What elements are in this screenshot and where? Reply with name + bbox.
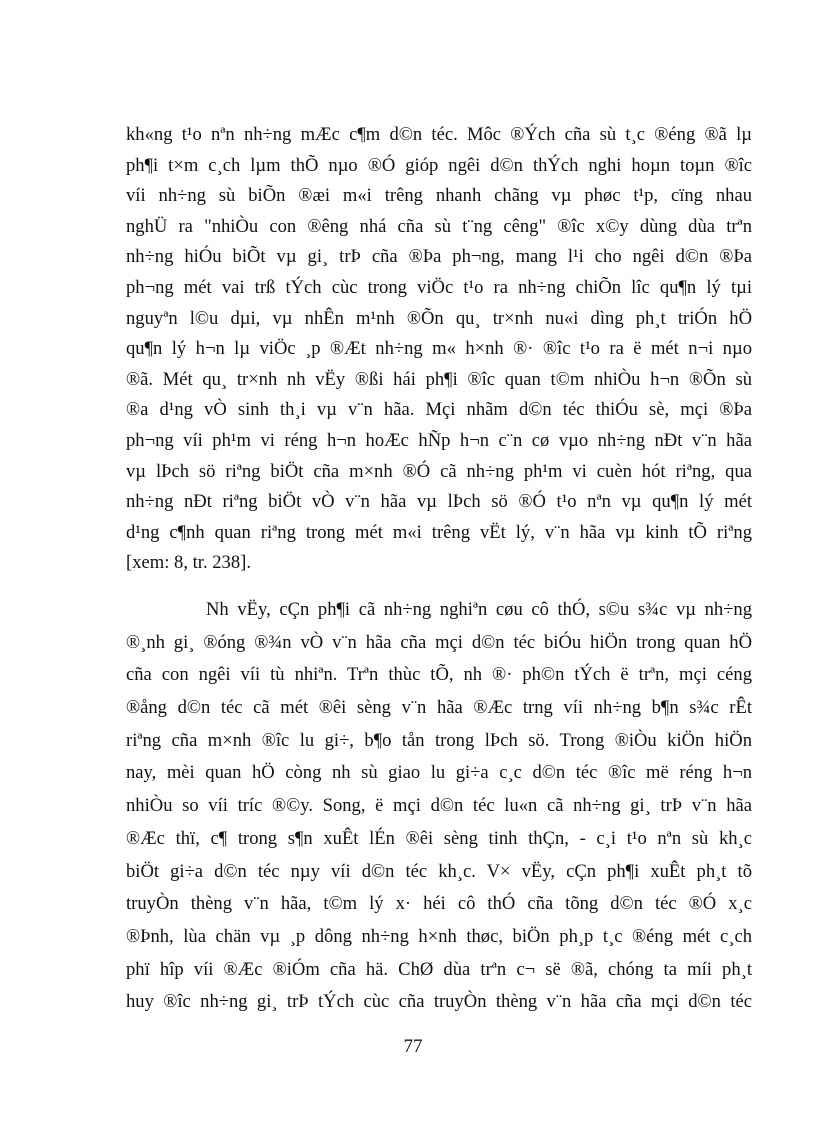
text-line: d¹ng c¶nh quan riªng trong mét m«i trêng vËt lý, v¨n hãa vµ kinh tÕ riªng	[126, 521, 752, 543]
paragraph-1	[126, 120, 752, 579]
text-line: ®¸nh gi¸ ®óng ®¾n vÒ v¨n hãa cña mçi d©n téc biÓu hiÖn trong quan hÖ	[126, 631, 752, 653]
text-line: ®ã. Mét qu¸ tr×nh nh vËy ®ßi hái ph¶i ®îc quan t©m nhiÒu h¬n ®Õn sù	[126, 368, 752, 390]
text-line: biÖt gi÷a d©n téc nµy víi d©n téc kh¸c. V× vËy, cÇn ph¶i xuÊt ph¸t tõ	[126, 860, 752, 882]
text-line: nhiÒu so víi tríc ®©y. Song, ë mçi d©n téc lu«n cã nh÷ng gi¸ trÞ v¨n hãa	[126, 795, 752, 817]
text-line: riªng cña m×nh ®îc lu gi÷, b¶o tån trong lÞch sö. Trong ®iÒu kiÖn hiÖn	[126, 729, 752, 751]
text-line: kh«ng t¹o nªn nh÷ng mÆc c¶m d©n téc. Môc ®Ých cña sù t¸c ®éng ®ã lµ	[126, 124, 752, 145]
text-line: qu¶n lý h¬n lµ viÖc ¸p ®Æt nh÷ng m« h×nh ®· ®îc t¹o ra ë mét n¬i nµo	[126, 338, 752, 360]
text-line: ®a d¹ng vÒ sinh th¸i vµ v¨n hãa. Mçi nhãm d©n téc thiÓu sè, mçi ®Þa	[126, 399, 752, 421]
paragraph-2	[126, 594, 752, 1019]
text-line: cña con ngêi víi tù nhiªn. Trªn thùc tÕ, nh ®· ph©n tÝch ë trªn, mçi céng	[126, 664, 752, 686]
text-line: huy ®îc nh÷ng gi¸ trÞ tÝch cùc cña truyÒn thèng v¨n hãa cña mçi d©n téc	[126, 991, 752, 1013]
text-line: ®Æc thï, c¶ trong s¶n xuÊt lÉn ®êi sèng tinh thÇn, - c¸i t¹o nªn sù kh¸c	[126, 827, 752, 849]
text-line: nay, mèi quan hÖ còng nh sù giao lu gi÷a c¸c d©n téc ®îc më réng h¬n	[126, 762, 752, 784]
text-line: ®ång d©n téc cã mét ®êi sèng v¨n hãa ®Æc trng víi nh÷ng b¶n s¾c rÊt	[126, 697, 752, 719]
page-number: 77	[403, 1036, 423, 1057]
text-line: víi nh÷ng sù biÕn ®æi m«i trêng nhanh chãng vµ phøc t¹p, cïng nhau	[126, 185, 752, 207]
text-line: ph¶i t×m c¸ch lµm thÕ nµo ®Ó gióp ngêi d©n thÝch nghi hoµn toµn ®îc	[126, 154, 752, 176]
text-line: ph¬ng mét vai trß tÝch cùc trong viÖc t¹o ra nh÷ng chiÕn lîc qu¶n lý tµi	[126, 276, 752, 298]
text-line: nh÷ng nÐt riªng biÖt vÒ v¨n hãa vµ lÞch sö ®Ó t¹o nªn vµ qu¶n lý mét	[126, 491, 752, 513]
text-line: nghÜ ra "nhiÒu con ®êng nhá cña sù t¨ng cêng" ®îc x©y dùng dùa trªn	[126, 215, 752, 237]
text-line: phï hîp víi ®Æc ®iÓm cña hä. ChØ dùa trªn c¬ së ®ã, chóng ta míi ph¸t	[126, 958, 752, 980]
text-line: nguyªn l©u dµi, vµ nhÊn m¹nh ®Õn qu¸ tr×nh nu«i dìng ph¸t triÓn hÖ	[126, 307, 752, 329]
text-line: truyÒn thèng v¨n hãa, t©m lý x· héi cô thÓ cña tõng d©n téc ®Ó x¸c	[126, 893, 752, 915]
text-line: nh÷ng hiÓu biÕt vµ gi¸ trÞ cña ®Þa ph¬ng, mang l¹i cho ngêi d©n ®Þa	[126, 246, 752, 268]
text-line: [xem: 8, tr. 238].	[126, 552, 251, 574]
text-line: ®Þnh, lùa chän vµ ¸p dông nh÷ng h×nh thøc, biÖn ph¸p t¸c ®éng mét c¸ch	[126, 925, 752, 947]
text-line: ph¬ng víi ph¹m vi réng h¬n hoÆc hÑp h¬n c¨n cø vµo nh÷ng nÐt v¨n hãa	[126, 429, 752, 451]
text-line: Nh vËy, cÇn ph¶i cã nh÷ng nghiªn cøu cô thÓ, s©u s¾c vµ nh÷ng	[206, 599, 752, 620]
text-line: vµ lÞch sö riªng biÖt cña m×nh ®Ó cã nh÷ng ph¹m vi cuèn hót riªng, qua	[126, 460, 752, 482]
